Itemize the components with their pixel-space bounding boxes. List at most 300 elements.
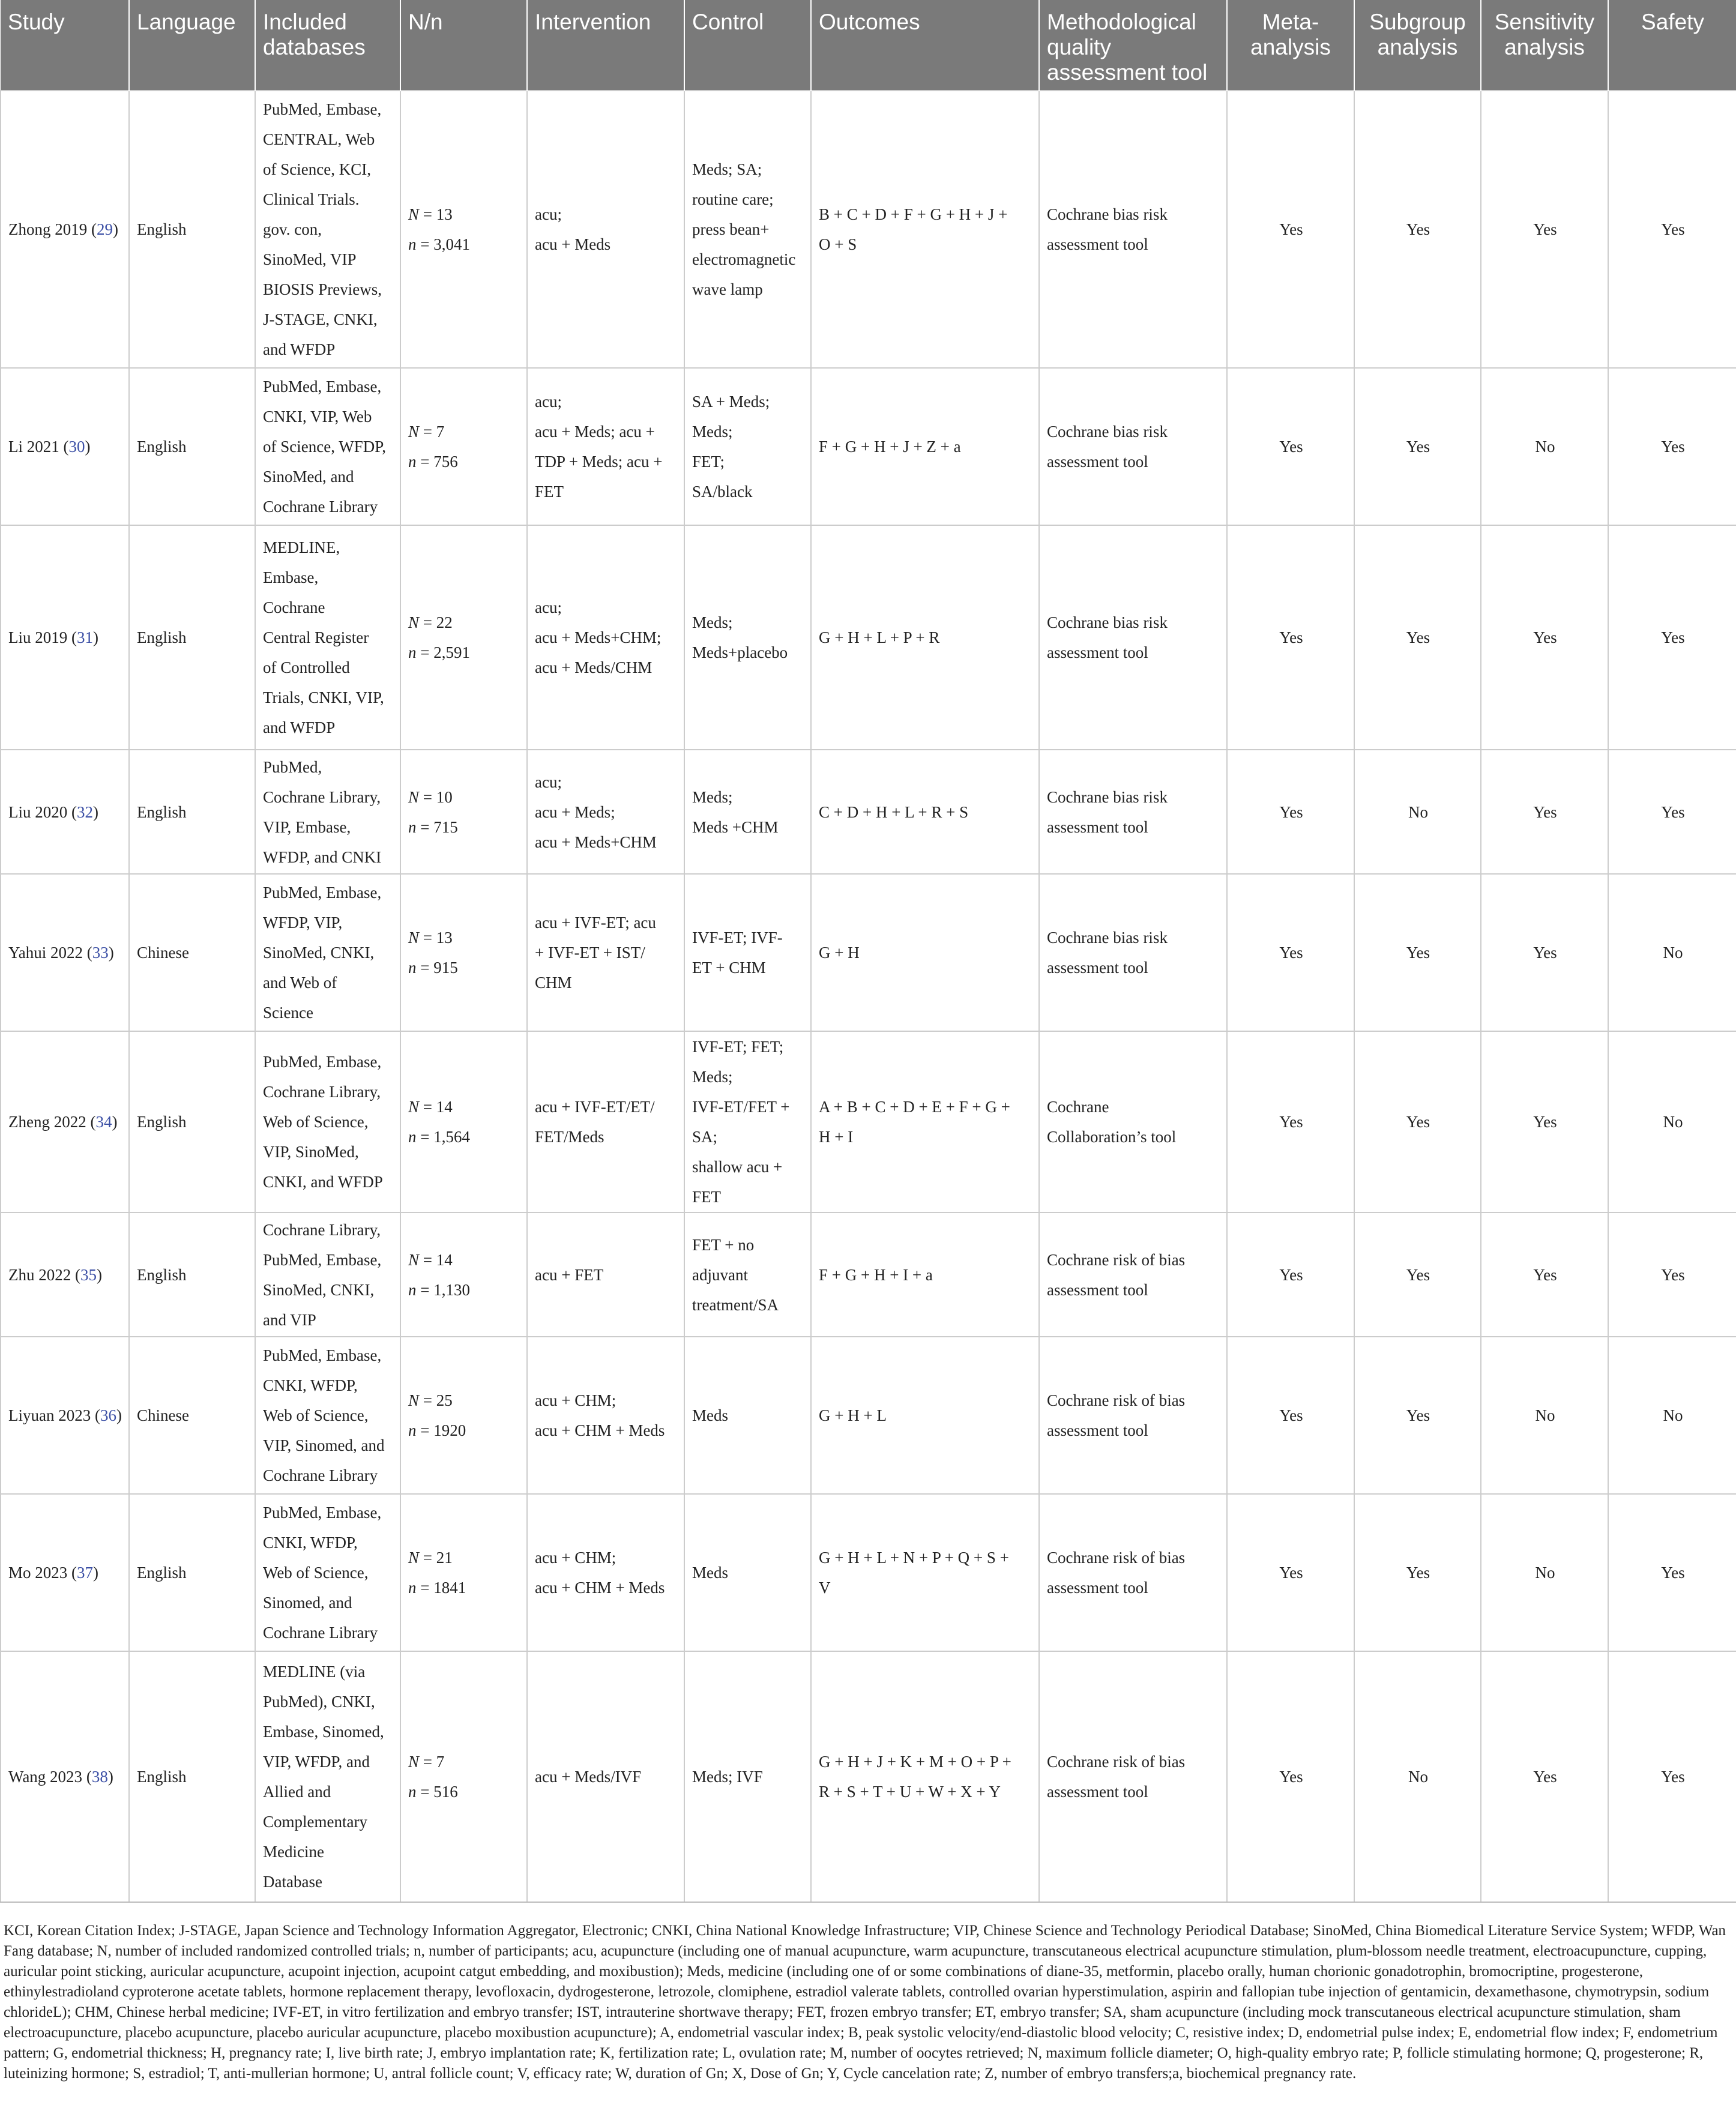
participants-symbol: n bbox=[408, 1579, 417, 1597]
meta-analysis-cell bbox=[1227, 91, 1354, 368]
outcomes-cell bbox=[811, 1651, 1039, 1902]
control-cell bbox=[684, 750, 811, 874]
participants-symbol: n bbox=[408, 235, 417, 253]
header-sensitivity-analysis bbox=[1481, 0, 1608, 91]
control-line: Meds bbox=[692, 1564, 728, 1582]
intervention-line: + IVF-ET + IST/ bbox=[535, 944, 645, 962]
intervention-line: acu + Meds; bbox=[535, 803, 615, 821]
control-cell bbox=[684, 525, 811, 750]
n-cell bbox=[400, 91, 527, 368]
intervention-line: acu + CHM; bbox=[535, 1549, 616, 1567]
participants-symbol: n bbox=[408, 453, 417, 471]
database-line: J-STAGE, CNKI, bbox=[263, 310, 378, 328]
participants-symbol: n bbox=[408, 818, 417, 836]
participants-count: n = 2,591 bbox=[408, 643, 470, 661]
control-line: Meds+placebo bbox=[692, 643, 788, 661]
control-line: FET + no bbox=[692, 1235, 755, 1254]
meta-analysis-cell bbox=[1227, 750, 1354, 874]
outcomes-cell bbox=[811, 1337, 1039, 1494]
header-subgroup-line: analysis bbox=[1377, 35, 1458, 59]
reference-link[interactable]: 37 bbox=[77, 1564, 94, 1582]
participants-symbol: n bbox=[408, 1280, 417, 1299]
control-line: wave lamp bbox=[692, 280, 763, 298]
control-line: Meds; bbox=[692, 423, 733, 441]
intervention-cell bbox=[527, 1031, 684, 1212]
trials-count: N = 7 bbox=[408, 1753, 445, 1771]
trials-symbol: N bbox=[408, 1391, 420, 1409]
control-line: routine care; bbox=[692, 190, 774, 208]
trials-value: 25 bbox=[436, 1391, 453, 1409]
header-meta-line: analysis bbox=[1250, 35, 1331, 59]
trials-symbol: N bbox=[408, 1098, 420, 1116]
language-cell bbox=[129, 1651, 255, 1902]
intervention-line: acu + Meds/CHM bbox=[535, 658, 653, 676]
outcomes-line: G + H + L bbox=[819, 1406, 887, 1424]
database-line: CNKI, WFDP, bbox=[263, 1376, 358, 1394]
database-line: Central Register bbox=[263, 628, 369, 646]
sensitivity-analysis-cell bbox=[1481, 1212, 1608, 1337]
study-name: Zhong 2019 bbox=[8, 220, 88, 238]
participants-symbol: n bbox=[408, 1783, 417, 1801]
database-line: SinoMed, and bbox=[263, 468, 354, 486]
intervention-cell bbox=[527, 525, 684, 750]
header-databases bbox=[255, 0, 400, 91]
subgroup-analysis-cell bbox=[1354, 1337, 1481, 1494]
database-line: Embase, bbox=[263, 568, 319, 586]
participants-count: n = 516 bbox=[408, 1783, 458, 1801]
tool-line: assessment tool bbox=[1047, 1783, 1148, 1801]
control-cell bbox=[684, 368, 811, 525]
subgroup-analysis-value: Yes bbox=[1406, 1265, 1430, 1284]
trials-value: 7 bbox=[436, 423, 445, 441]
sensitivity-analysis-value: Yes bbox=[1533, 1768, 1557, 1786]
safety-value: No bbox=[1663, 1406, 1683, 1424]
sensitivity-analysis-cell bbox=[1481, 525, 1608, 750]
intervention-line: acu + Meds bbox=[535, 235, 611, 253]
n-cell bbox=[400, 1031, 527, 1212]
tool-line: Cochrane bias risk bbox=[1047, 205, 1168, 223]
n-cell bbox=[400, 368, 527, 525]
database-line: and WFDP bbox=[263, 718, 336, 736]
reference-link[interactable]: 32 bbox=[77, 803, 93, 821]
control-line: FET bbox=[692, 1188, 722, 1206]
reference-link[interactable]: 33 bbox=[92, 944, 109, 962]
sensitivity-analysis-cell bbox=[1481, 91, 1608, 368]
intervention-cell bbox=[527, 1337, 684, 1494]
tool-line: assessment tool bbox=[1047, 1579, 1148, 1597]
outcomes-line: C + D + H + L + R + S bbox=[819, 803, 969, 821]
study-name: Yahui 2022 bbox=[8, 944, 83, 962]
tool-line: Cochrane bias risk bbox=[1047, 929, 1168, 947]
participants-value: 1,130 bbox=[433, 1280, 470, 1299]
sensitivity-analysis-cell bbox=[1481, 1651, 1608, 1902]
control-line: SA + Meds; bbox=[692, 393, 770, 411]
intervention-line: CHM bbox=[535, 974, 572, 992]
database-line: VIP, Embase, bbox=[263, 818, 351, 836]
language-cell bbox=[129, 1031, 255, 1212]
study-name: Liu 2020 bbox=[8, 803, 68, 821]
safety-cell bbox=[1608, 1494, 1736, 1651]
database-line: PubMed, Embase, bbox=[263, 884, 382, 902]
databases-cell bbox=[255, 368, 400, 525]
intervention-line: acu + Meds; acu + bbox=[535, 423, 655, 441]
participants-count: n = 915 bbox=[408, 959, 458, 977]
study-cell: Liyuan 2023 (36) bbox=[1, 1337, 129, 1494]
database-line: VIP, Sinomed, and bbox=[263, 1436, 385, 1454]
study-name: Li 2021 bbox=[8, 438, 59, 456]
tool-line: assessment tool bbox=[1047, 1280, 1148, 1299]
meta-analysis-value: Yes bbox=[1279, 438, 1303, 456]
participants-count: n = 756 bbox=[408, 453, 458, 471]
language-cell bbox=[129, 750, 255, 874]
participants-value: 915 bbox=[433, 959, 458, 977]
language-cell bbox=[129, 1494, 255, 1651]
tool-line: Collaboration’s tool bbox=[1047, 1128, 1177, 1146]
sensitivity-analysis-cell bbox=[1481, 750, 1608, 874]
database-line: Embase, Sinomed, bbox=[263, 1723, 384, 1741]
table-row bbox=[1, 750, 1736, 874]
control-line: shallow acu + bbox=[692, 1158, 783, 1176]
study-cell: Zheng 2022 (34) bbox=[1, 1031, 129, 1212]
header-subgroup-analysis bbox=[1354, 0, 1481, 91]
database-line: Clinical Trials. bbox=[263, 190, 360, 208]
header-subgroup-line: Subgroup bbox=[1369, 10, 1466, 34]
meta-analysis-value: Yes bbox=[1279, 1768, 1303, 1786]
language-cell bbox=[129, 874, 255, 1031]
n-cell bbox=[400, 1651, 527, 1902]
safety-value: Yes bbox=[1661, 1768, 1685, 1786]
n-cell bbox=[400, 750, 527, 874]
database-line: VIP, WFDP, and bbox=[263, 1753, 370, 1771]
participants-value: 1,564 bbox=[433, 1128, 470, 1146]
language-value: English bbox=[137, 1768, 187, 1786]
databases-cell bbox=[255, 1031, 400, 1212]
study-cell: Mo 2023 (37) bbox=[1, 1494, 129, 1651]
outcomes-line: F + G + H + I + a bbox=[819, 1265, 933, 1284]
database-line: Cochrane Library, bbox=[263, 787, 381, 806]
trials-symbol: N bbox=[408, 205, 420, 223]
n-cell bbox=[400, 1337, 527, 1494]
database-line: Web of Science, bbox=[263, 1564, 369, 1582]
database-line: BIOSIS Previews, bbox=[263, 280, 382, 298]
intervention-line: acu + Meds/IVF bbox=[535, 1768, 642, 1786]
sensitivity-analysis-cell bbox=[1481, 368, 1608, 525]
tool-line: assessment tool bbox=[1047, 1421, 1148, 1439]
n-cell bbox=[400, 874, 527, 1031]
outcomes-line: O + S bbox=[819, 235, 857, 253]
participants-count: n = 1841 bbox=[408, 1579, 466, 1597]
meta-analysis-cell bbox=[1227, 1212, 1354, 1337]
control-cell bbox=[684, 1651, 811, 1902]
database-line: Complementary bbox=[263, 1813, 367, 1831]
tool-line: assessment tool bbox=[1047, 453, 1148, 471]
tool-line: assessment tool bbox=[1047, 235, 1148, 253]
databases-cell bbox=[255, 1337, 400, 1494]
tool-cell bbox=[1039, 1494, 1227, 1651]
participants-count: n = 1920 bbox=[408, 1421, 466, 1439]
language-value: English bbox=[137, 1113, 187, 1131]
subgroup-analysis-value: Yes bbox=[1406, 628, 1430, 646]
intervention-cell bbox=[527, 874, 684, 1031]
database-line: of Science, WFDP, bbox=[263, 438, 386, 456]
tool-line: assessment tool bbox=[1047, 818, 1148, 836]
sensitivity-analysis-value: No bbox=[1535, 1564, 1555, 1582]
header-control: Control bbox=[684, 0, 811, 91]
databases-cell bbox=[255, 874, 400, 1031]
control-line: Meds bbox=[692, 1406, 728, 1424]
database-line: of Controlled bbox=[263, 658, 350, 676]
sensitivity-analysis-cell bbox=[1481, 874, 1608, 1031]
database-line: PubMed, Embase, bbox=[263, 100, 382, 118]
language-value: English bbox=[137, 438, 187, 456]
safety-cell bbox=[1608, 525, 1736, 750]
control-line: Meds; bbox=[692, 1068, 733, 1086]
intervention-line: acu; bbox=[535, 598, 562, 616]
outcomes-cell bbox=[811, 750, 1039, 874]
header-tool-line: quality bbox=[1047, 35, 1111, 59]
intervention-line: FET bbox=[535, 483, 564, 501]
header-language: Language bbox=[129, 0, 255, 91]
intervention-cell bbox=[527, 368, 684, 525]
meta-analysis-cell bbox=[1227, 1031, 1354, 1212]
tool-cell bbox=[1039, 91, 1227, 368]
header-tool-line: Methodological bbox=[1047, 10, 1196, 34]
safety-cell bbox=[1608, 874, 1736, 1031]
databases-cell bbox=[255, 525, 400, 750]
outcomes-line: G + H + J + K + M + O + P + bbox=[819, 1753, 1011, 1771]
control-line: ET + CHM bbox=[692, 959, 766, 977]
database-line: PubMed, Embase, bbox=[263, 1504, 382, 1522]
tool-line: Cochrane risk of bias bbox=[1047, 1549, 1186, 1567]
database-line: Cochrane bbox=[263, 598, 325, 616]
safety-cell bbox=[1608, 750, 1736, 874]
participants-symbol: n bbox=[408, 1421, 417, 1439]
sensitivity-analysis-value: No bbox=[1535, 438, 1555, 456]
intervention-line: acu; bbox=[535, 772, 562, 791]
tool-line: Cochrane bbox=[1047, 1098, 1109, 1116]
database-line: and WFDP bbox=[263, 340, 336, 358]
trials-value: 14 bbox=[436, 1098, 453, 1116]
databases-cell bbox=[255, 1494, 400, 1651]
reference-link[interactable]: 34 bbox=[95, 1113, 112, 1131]
outcomes-cell bbox=[811, 1031, 1039, 1212]
intervention-cell bbox=[527, 1494, 684, 1651]
sensitivity-analysis-value: Yes bbox=[1533, 1265, 1557, 1284]
subgroup-analysis-value: No bbox=[1408, 803, 1428, 821]
database-line: Medicine bbox=[263, 1843, 324, 1861]
intervention-line: acu + IVF-ET/ET/ bbox=[535, 1098, 655, 1116]
intervention-line: acu + Meds+CHM; bbox=[535, 628, 662, 646]
database-line: PubMed, Embase, bbox=[263, 1250, 382, 1269]
meta-analysis-cell bbox=[1227, 874, 1354, 1031]
participants-symbol: n bbox=[408, 959, 417, 977]
study-cell: Liu 2019 (31) bbox=[1, 525, 129, 750]
trials-value: 14 bbox=[436, 1250, 453, 1269]
control-cell bbox=[684, 1031, 811, 1212]
safety-cell bbox=[1608, 1031, 1736, 1212]
control-cell bbox=[684, 1212, 811, 1337]
outcomes-line: B + C + D + F + G + H + J + bbox=[819, 205, 1008, 223]
intervention-cell bbox=[527, 750, 684, 874]
reference-link[interactable]: 38 bbox=[91, 1768, 108, 1786]
study-name: Wang 2023 bbox=[8, 1768, 83, 1786]
language-value: English bbox=[137, 803, 187, 821]
outcomes-line: G + H bbox=[819, 944, 860, 962]
tool-line: Cochrane bias risk bbox=[1047, 787, 1168, 806]
subgroup-analysis-cell bbox=[1354, 1651, 1481, 1902]
participants-symbol: n bbox=[408, 643, 417, 661]
meta-analysis-cell bbox=[1227, 1651, 1354, 1902]
header-safety: Safety bbox=[1608, 0, 1736, 91]
header-sensitivity-line: Sensitivity bbox=[1494, 10, 1595, 34]
subgroup-analysis-value: Yes bbox=[1406, 944, 1430, 962]
control-line: electromagnetic bbox=[692, 250, 796, 268]
outcomes-cell bbox=[811, 1212, 1039, 1337]
language-value: Chinese bbox=[137, 1406, 189, 1424]
reference-link[interactable]: 36 bbox=[100, 1406, 116, 1424]
meta-analysis-value: Yes bbox=[1279, 1265, 1303, 1284]
tool-line: assessment tool bbox=[1047, 959, 1148, 977]
database-line: Cochrane Library, bbox=[263, 1083, 381, 1101]
trials-symbol: N bbox=[408, 423, 420, 441]
meta-analysis-cell bbox=[1227, 1494, 1354, 1651]
study-cell: Zhong 2019 (29) bbox=[1, 91, 129, 368]
control-cell bbox=[684, 1337, 811, 1494]
safety-value: No bbox=[1663, 944, 1683, 962]
study-cell: Li 2021 (30) bbox=[1, 368, 129, 525]
language-cell bbox=[129, 368, 255, 525]
meta-analysis-value: Yes bbox=[1279, 628, 1303, 646]
control-line: IVF-ET/FET + bbox=[692, 1098, 790, 1116]
study-name: Liyuan 2023 bbox=[8, 1406, 91, 1424]
safety-value: Yes bbox=[1661, 220, 1685, 238]
outcomes-cell bbox=[811, 368, 1039, 525]
intervention-cell bbox=[527, 1651, 684, 1902]
outcomes-cell bbox=[811, 874, 1039, 1031]
table-row bbox=[1, 1651, 1736, 1902]
language-cell bbox=[129, 525, 255, 750]
trials-value: 10 bbox=[436, 787, 453, 806]
trials-value: 22 bbox=[436, 613, 453, 631]
trials-count: N = 13 bbox=[408, 929, 453, 947]
control-line: FET; bbox=[692, 453, 725, 471]
reference-link[interactable]: 31 bbox=[77, 628, 93, 646]
database-line: Science bbox=[263, 1004, 313, 1022]
sensitivity-analysis-value: Yes bbox=[1533, 803, 1557, 821]
control-cell bbox=[684, 874, 811, 1031]
tool-cell bbox=[1039, 1212, 1227, 1337]
meta-analysis-cell bbox=[1227, 368, 1354, 525]
control-cell bbox=[684, 91, 811, 368]
outcomes-line: F + G + H + J + Z + a bbox=[819, 438, 961, 456]
meta-analysis-cell bbox=[1227, 525, 1354, 750]
safety-value: Yes bbox=[1661, 628, 1685, 646]
meta-analysis-value: Yes bbox=[1279, 1564, 1303, 1582]
tool-line: Cochrane risk of bias bbox=[1047, 1250, 1186, 1269]
intervention-line: acu; bbox=[535, 393, 562, 411]
table-row bbox=[1, 874, 1736, 1031]
participants-value: 2,591 bbox=[433, 643, 470, 661]
tool-line: assessment tool bbox=[1047, 643, 1148, 661]
language-value: Chinese bbox=[137, 944, 189, 962]
database-line: Cochrane Library, bbox=[263, 1220, 381, 1239]
control-cell bbox=[684, 1494, 811, 1651]
trials-count: N = 22 bbox=[408, 613, 453, 631]
participants-count: n = 1,564 bbox=[408, 1128, 470, 1146]
meta-analysis-value: Yes bbox=[1279, 944, 1303, 962]
intervention-line: acu + Meds+CHM bbox=[535, 833, 657, 851]
database-line: CNKI, VIP, Web bbox=[263, 408, 372, 426]
participants-value: 1920 bbox=[433, 1421, 466, 1439]
control-line: IVF-ET; IVF- bbox=[692, 929, 783, 947]
trials-value: 13 bbox=[436, 929, 453, 947]
participants-value: 715 bbox=[433, 818, 458, 836]
subgroup-analysis-value: Yes bbox=[1406, 438, 1430, 456]
database-line: Sinomed, and bbox=[263, 1594, 352, 1612]
trials-value: 21 bbox=[436, 1549, 453, 1567]
database-line: WFDP, VIP, bbox=[263, 914, 343, 932]
control-line: Meds; bbox=[692, 613, 733, 631]
trials-symbol: N bbox=[408, 1250, 420, 1269]
sensitivity-analysis-value: No bbox=[1535, 1406, 1555, 1424]
reference-link[interactable]: 30 bbox=[68, 438, 85, 456]
reference-link[interactable]: 29 bbox=[97, 220, 113, 238]
safety-value: Yes bbox=[1661, 803, 1685, 821]
safety-value: No bbox=[1663, 1113, 1683, 1131]
database-line: PubMed, Embase, bbox=[263, 378, 382, 396]
database-line: Web of Science, bbox=[263, 1113, 369, 1131]
database-line: Cochrane Library bbox=[263, 1624, 378, 1642]
control-line: press bean+ bbox=[692, 220, 770, 238]
reference-link[interactable]: 35 bbox=[80, 1265, 97, 1284]
subgroup-analysis-cell bbox=[1354, 1494, 1481, 1651]
participants-value: 756 bbox=[433, 453, 458, 471]
subgroup-analysis-value: Yes bbox=[1406, 1406, 1430, 1424]
subgroup-analysis-cell bbox=[1354, 91, 1481, 368]
control-line: treatment/SA bbox=[692, 1295, 779, 1314]
outcomes-line: A + B + C + D + E + F + G + bbox=[819, 1098, 1010, 1116]
databases-cell bbox=[255, 1651, 400, 1902]
meta-analysis-cell bbox=[1227, 1337, 1354, 1494]
meta-analysis-value: Yes bbox=[1279, 1113, 1303, 1131]
study-cell: Wang 2023 (38) bbox=[1, 1651, 129, 1902]
databases-cell bbox=[255, 91, 400, 368]
language-value: English bbox=[137, 1564, 187, 1582]
sensitivity-analysis-cell bbox=[1481, 1337, 1608, 1494]
trials-symbol: N bbox=[408, 613, 420, 631]
safety-cell bbox=[1608, 1212, 1736, 1337]
control-line: IVF-ET; FET; bbox=[692, 1038, 784, 1056]
database-line: Cochrane Library bbox=[263, 498, 378, 516]
outcomes-cell bbox=[811, 91, 1039, 368]
databases-cell bbox=[255, 1212, 400, 1337]
intervention-cell bbox=[527, 91, 684, 368]
control-line: SA; bbox=[692, 1128, 718, 1146]
intervention-line: acu + CHM + Meds bbox=[535, 1421, 665, 1439]
database-line: SinoMed, CNKI, bbox=[263, 944, 375, 962]
trials-symbol: N bbox=[408, 1753, 420, 1771]
subgroup-analysis-value: No bbox=[1408, 1768, 1428, 1786]
subgroup-analysis-cell bbox=[1354, 525, 1481, 750]
database-line: Database bbox=[263, 1873, 322, 1891]
study-name: Mo 2023 bbox=[8, 1564, 68, 1582]
safety-value: Yes bbox=[1661, 1564, 1685, 1582]
control-line: Meds +CHM bbox=[692, 818, 779, 836]
trials-count: N = 21 bbox=[408, 1549, 453, 1567]
database-line: SinoMed, VIP bbox=[263, 250, 357, 268]
header-tool-line: assessment tool bbox=[1047, 60, 1208, 85]
database-line: CENTRAL, Web bbox=[263, 130, 375, 148]
